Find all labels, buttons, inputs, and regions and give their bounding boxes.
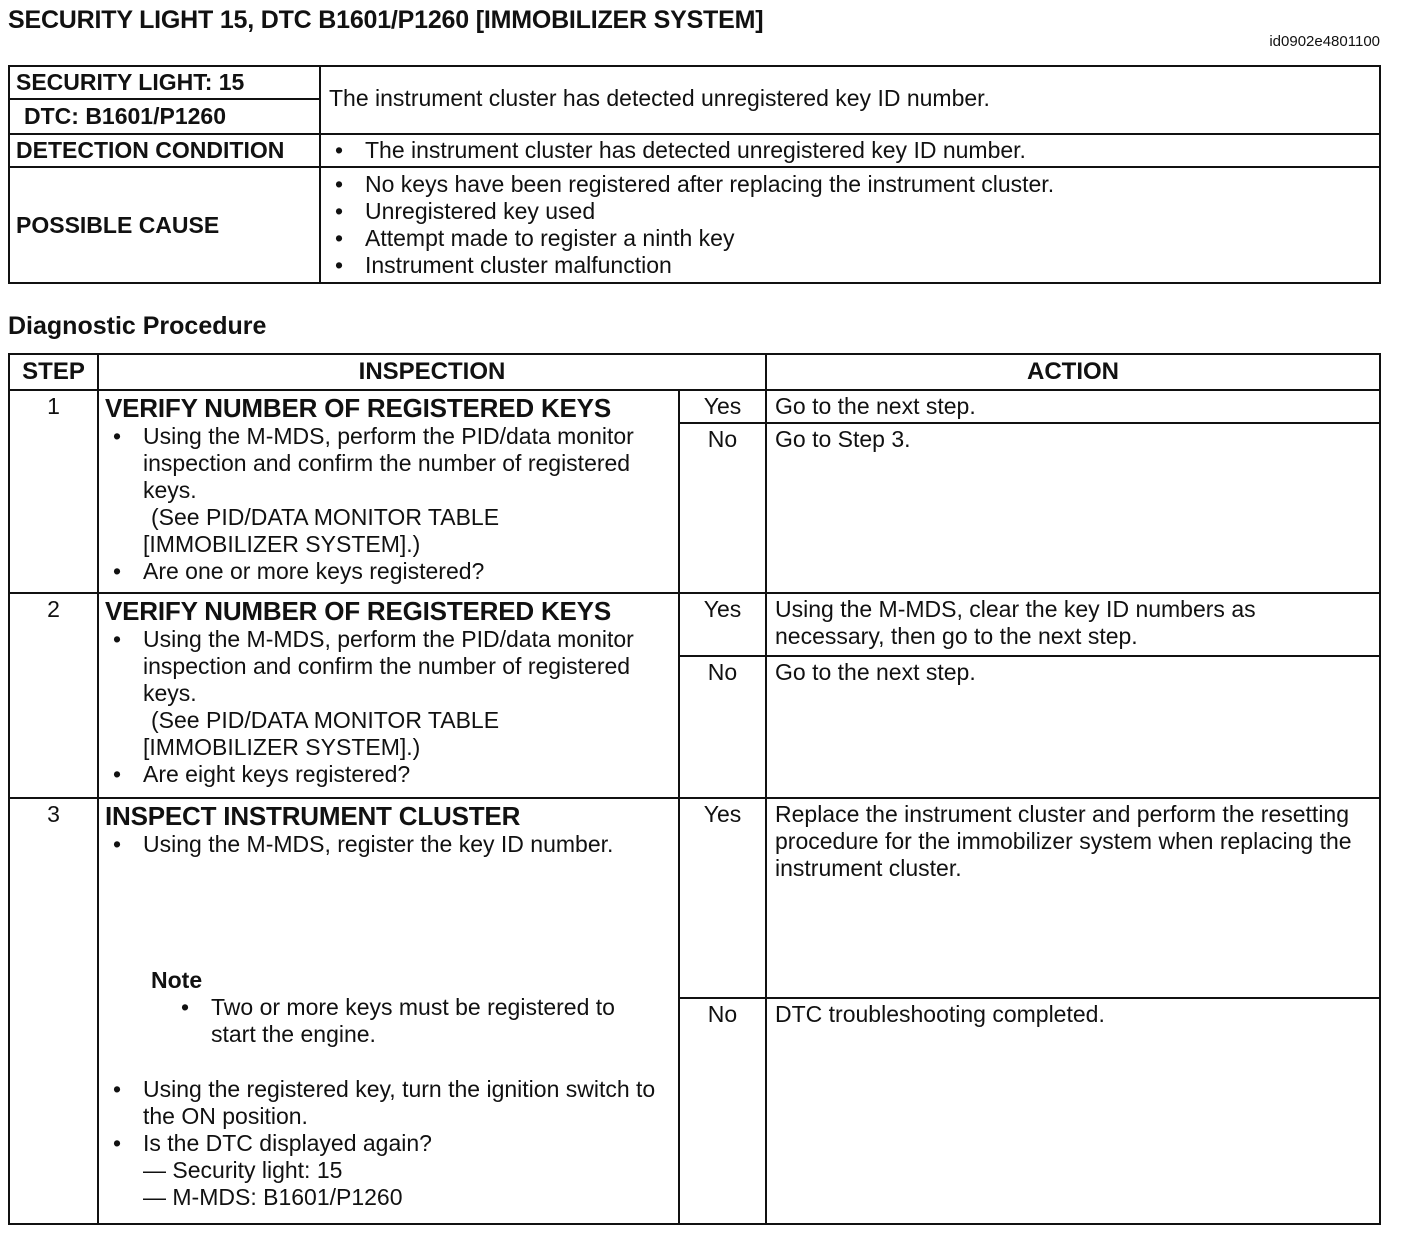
yes-label: Yes — [679, 798, 766, 998]
no-action: Go to Step 3. — [766, 423, 1380, 593]
step-heading: INSPECT INSTRUMENT CLUSTER — [105, 801, 521, 831]
no-label: No — [679, 656, 766, 798]
inspection-bullet — [105, 423, 678, 558]
possible-cause-item: • Instrument cluster malfunction — [321, 252, 1379, 279]
m-mds-value: — M-MDS: B1601/P1260 — [143, 1184, 403, 1210]
step-heading: VERIFY NUMBER OF REGISTERED KEYS — [105, 596, 611, 626]
step-number: 3 — [9, 798, 98, 1224]
detection-condition-label: DETECTION CONDITION — [9, 134, 320, 167]
col-step-header: STEP — [9, 354, 98, 390]
no-label: No — [679, 998, 766, 1224]
inspection-question-text: Is the DTC displayed again? — [143, 1130, 432, 1156]
step-inspection — [98, 798, 679, 1224]
step-number: 1 — [9, 390, 98, 593]
col-action-header: ACTION — [766, 354, 1380, 390]
possible-cause-item: • Unregistered key used — [321, 198, 1379, 225]
document-id: id0902e4801100 — [1269, 33, 1380, 50]
dtc-info-table — [8, 65, 1381, 284]
inspection-question: • Are eight keys registered? — [105, 761, 678, 788]
yes-label: Yes — [679, 593, 766, 656]
step-inspection — [98, 593, 679, 798]
inspection-question — [105, 1130, 678, 1211]
possible-cause-label: POSSIBLE CAUSE — [9, 167, 320, 283]
dtc-label: DTC: B1601/P1260 — [9, 99, 320, 134]
yes-action: Go to the next step. — [766, 390, 1380, 423]
inspection-question: • Are one or more keys registered? — [105, 558, 678, 585]
yes-action: Replace the instrument cluster and perform the resetting procedure for the immobilizer system when replacing the instrument cluster. — [766, 798, 1380, 998]
diagnostic-procedure-table — [8, 353, 1381, 1225]
note-text: • Two or more keys must be registered to start the engine. — [99, 994, 678, 1048]
yes-action: Using the M-MDS, clear the key ID numbers as necessary, then go to the next step. — [766, 593, 1380, 656]
possible-cause-list — [320, 167, 1380, 283]
detection-condition-item: • The instrument cluster has detected unregistered key ID number. — [321, 137, 1379, 164]
yes-label: Yes — [679, 390, 766, 423]
security-light-value: — Security light: 15 — [143, 1157, 343, 1183]
reference-text: [IMMOBILIZER SYSTEM].) — [143, 734, 421, 760]
inspection-bullet — [105, 626, 678, 761]
no-action: Go to the next step. — [766, 656, 1380, 798]
no-action: DTC troubleshooting completed. — [766, 998, 1380, 1224]
detection-condition-list — [320, 134, 1380, 167]
possible-cause-item: • Attempt made to register a ninth key — [321, 225, 1379, 252]
step-inspection — [98, 390, 679, 593]
inspection-bullet: • Using the registered key, turn the ignition switch to the ON position. — [105, 1076, 678, 1130]
no-label: No — [679, 423, 766, 593]
section-title: Diagnostic Procedure — [8, 312, 267, 340]
note-label: Note — [151, 967, 203, 993]
step-heading: VERIFY NUMBER OF REGISTERED KEYS — [105, 393, 611, 423]
page-title: SECURITY LIGHT 15, DTC B1601/P1260 [IMMOBILIZER SYSTEM] — [8, 6, 764, 34]
inspection-text: Using the M-MDS, perform the PID/data monitor inspection and confirm the number of registered keys. — [143, 626, 634, 706]
col-inspection-header: INSPECTION — [98, 354, 766, 390]
step-number: 2 — [9, 593, 98, 798]
inspection-bullet: • Using the M-MDS, register the key ID number. — [105, 831, 678, 858]
inspection-text: Using the M-MDS, perform the PID/data monitor inspection and confirm the number of registered keys. — [143, 423, 634, 503]
reference-text: (See PID/DATA MONITOR TABLE — [151, 504, 500, 530]
possible-cause-item: • No keys have been registered after replacing the instrument cluster. — [321, 171, 1379, 198]
reference-text: [IMMOBILIZER SYSTEM].) — [143, 531, 421, 557]
reference-text: (See PID/DATA MONITOR TABLE — [151, 707, 500, 733]
security-light-label: SECURITY LIGHT: 15 — [9, 66, 320, 99]
dtc-description: The instrument cluster has detected unregistered key ID number. — [320, 66, 1380, 134]
